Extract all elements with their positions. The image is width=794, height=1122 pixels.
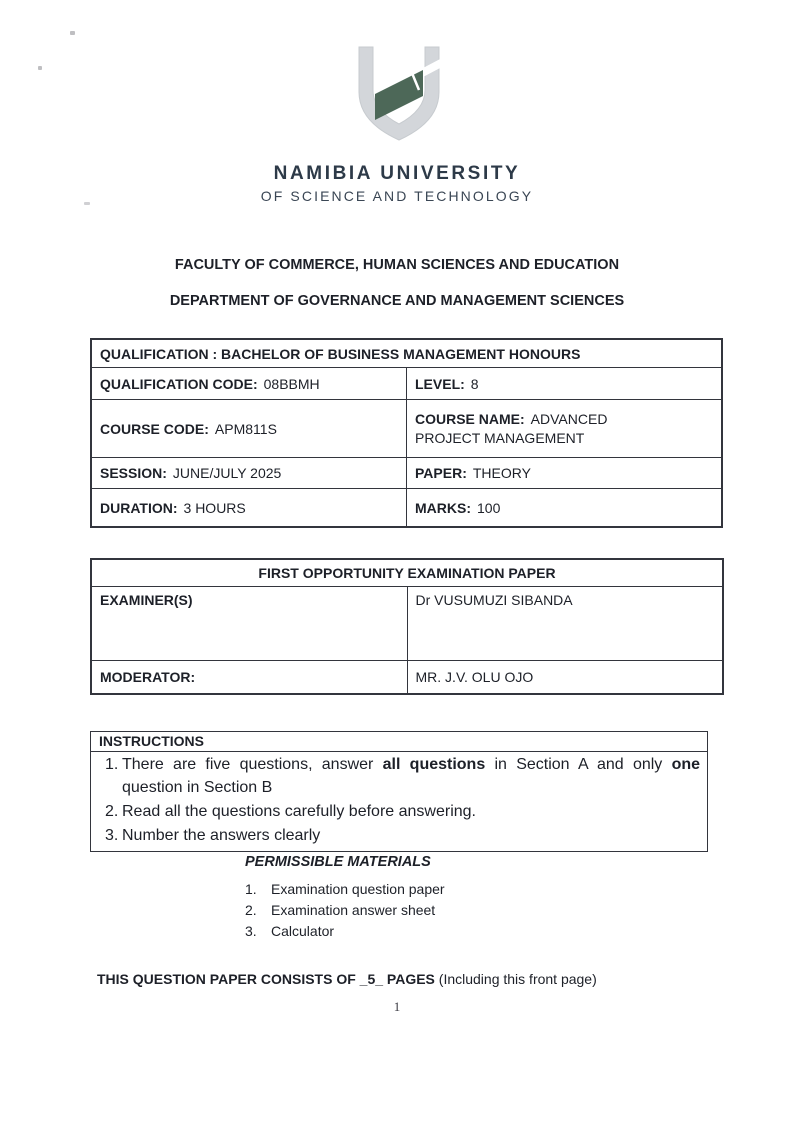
- university-subtitle: OF SCIENCE AND TECHNOLOGY: [260, 188, 534, 204]
- page-count-bold: THIS QUESTION PAPER CONSISTS OF _5_ PAGES: [97, 971, 435, 987]
- material-number: 3.: [245, 923, 257, 939]
- qualification-code-label: QUALIFICATION CODE:: [100, 375, 258, 392]
- examiner-label: EXAMINER(S): [91, 587, 407, 661]
- qualification-cell: QUALIFICATION : BACHELOR OF BUSINESS MANAGEMENT HONOURS: [91, 339, 722, 368]
- page-count-statement: [97, 971, 597, 987]
- instruction-item-2: [91, 800, 707, 823]
- material-number: 1.: [245, 881, 257, 897]
- faculty-heading: FACULTY OF COMMERCE, HUMAN SCIENCES AND EDUCATION: [174, 257, 620, 273]
- moderator-label: MODERATOR:: [91, 661, 407, 695]
- table-row: [91, 458, 722, 489]
- examiner-value: Dr VUSUMUZI SIBANDA: [407, 587, 723, 661]
- instruction-text-segment: in Section A and only: [485, 756, 672, 773]
- paper-label: PAPER:: [415, 465, 467, 481]
- session-cell: [91, 458, 407, 489]
- marks-label: MARKS:: [415, 499, 471, 516]
- instruction-text-bold: one: [671, 756, 701, 773]
- instruction-number: 2.: [105, 803, 119, 820]
- instruction-number: 3.: [105, 827, 119, 844]
- material-text: Examination question paper: [271, 881, 445, 897]
- material-item-2: [245, 900, 445, 921]
- course-name-cell: [407, 400, 723, 458]
- material-item-1: [245, 879, 445, 900]
- instruction-text: [122, 753, 700, 799]
- duration-value: 3 HOURS: [183, 499, 246, 516]
- marks-cell: [407, 489, 723, 528]
- qualification-code-value: 08BBMH: [263, 375, 320, 392]
- marks-value: 100: [477, 499, 501, 516]
- page-number: 1: [393, 999, 401, 1014]
- course-code-value: APM811S: [214, 420, 277, 437]
- table-row: [91, 400, 722, 458]
- course-name-value: ADVANCED PROJECT MANAGEMENT: [415, 410, 608, 446]
- instruction-text-segment: question in Section B: [122, 779, 273, 796]
- department-heading: DEPARTMENT OF GOVERNANCE AND MANAGEMENT SCIENCES: [169, 293, 625, 309]
- course-name-label: COURSE NAME:: [415, 410, 525, 427]
- instruction-item-1: [91, 753, 707, 799]
- examiner-table: [90, 558, 724, 695]
- duration-label: DURATION:: [100, 499, 178, 516]
- material-item-3: [245, 921, 445, 942]
- instruction-text: Number the answers clearly: [122, 827, 321, 844]
- course-code-cell: [91, 400, 407, 458]
- material-text: Examination answer sheet: [271, 902, 436, 918]
- session-label: SESSION:: [100, 465, 167, 481]
- permissible-materials: [245, 854, 445, 942]
- table-row: [91, 661, 723, 695]
- scan-speck: [38, 66, 42, 70]
- materials-title: PERMISSIBLE MATERIALS: [245, 854, 431, 870]
- duration-cell: [91, 489, 407, 528]
- university-shield-logo: [338, 42, 460, 160]
- paper-cell: [407, 458, 723, 489]
- instruction-item-3: [91, 824, 707, 847]
- level-cell: [407, 368, 723, 400]
- course-details-table: [90, 338, 723, 528]
- university-name: NAMIBIA UNIVERSITY: [273, 163, 521, 184]
- session-value: JUNE/JULY 2025: [172, 465, 282, 481]
- scan-speck: [70, 31, 75, 35]
- table-row: [91, 339, 722, 368]
- level-value: 8: [470, 375, 479, 392]
- table-row: [91, 489, 722, 528]
- instructions-title: INSTRUCTIONS: [91, 732, 707, 752]
- instruction-text-segment: There are five questions, answer: [122, 756, 383, 773]
- level-label: LEVEL:: [415, 375, 465, 392]
- table-row: [91, 559, 723, 587]
- material-text: Calculator: [271, 923, 335, 939]
- instruction-number: 1.: [105, 756, 119, 773]
- table-row: [91, 368, 722, 400]
- instruction-text-bold: all questions: [382, 756, 486, 773]
- instructions-box: [90, 731, 708, 852]
- material-number: 2.: [245, 902, 257, 918]
- course-code-label: COURSE CODE:: [100, 420, 209, 437]
- page-count-note: (Including this front page): [438, 971, 597, 987]
- moderator-value: MR. J.V. OLU OJO: [407, 661, 723, 695]
- exam-paper-title: FIRST OPPORTUNITY EXAMINATION PAPER: [91, 559, 723, 587]
- table-row: [91, 587, 723, 661]
- instruction-text: Read all the questions carefully before answering.: [122, 803, 476, 820]
- paper-value: THEORY: [472, 465, 531, 481]
- qualification-code-cell: [91, 368, 407, 400]
